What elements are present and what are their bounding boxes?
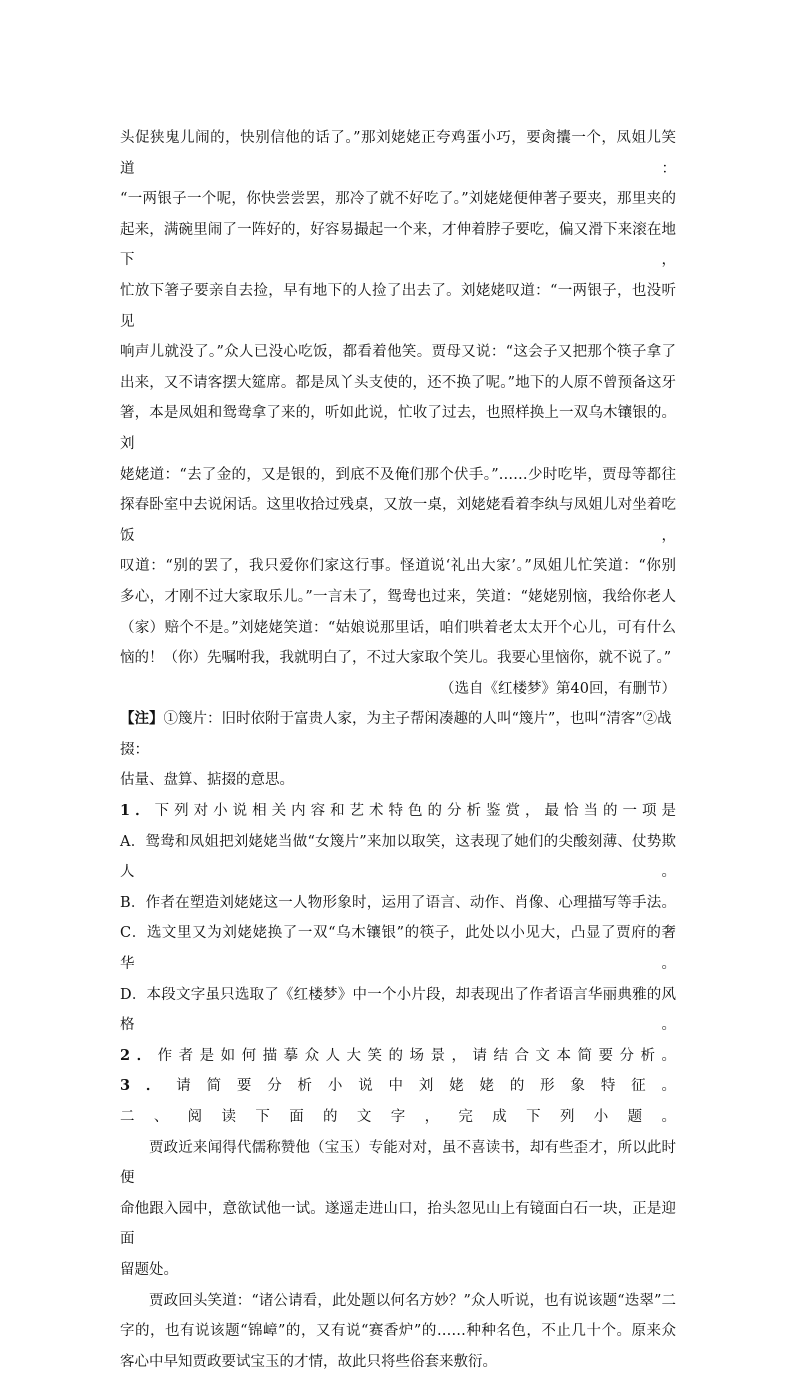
option-text: C．选文里又为刘姥姥换了一双“乌木镶银”的筷子，此处以小见大，凸显了贾府的奢华。 xyxy=(120,925,676,973)
passage-line: （家）赔个不是。”刘姥姥笑道：“姑娘说那里话，咱们哄着老太太开个心儿，可有什么 xyxy=(120,619,676,636)
passage-line: “一两银子一个呢，你快尝尝罢，那冷了就不好吃了。”刘姥姥便伸著子要夹，那里夹的 xyxy=(120,191,676,208)
annotation-note xyxy=(120,704,676,796)
document-content xyxy=(120,123,676,1377)
passage-line: 姥姥道：“去了金的，又是银的，到底不及俺们那个伏手。”……少时吃毕，贾母等都往 xyxy=(120,466,676,483)
passage-line: 起来，满碗里闹了一阵好的，好容易撮起一个来，才伸着脖子要吃，偏又滑下来滚在地下， xyxy=(120,221,676,269)
question-item xyxy=(120,796,676,827)
question-number: 1． xyxy=(120,802,155,820)
option-b xyxy=(120,888,676,919)
question-item xyxy=(120,1041,676,1072)
section-heading: 二、阅读下面的文字，完成下列小题。 xyxy=(120,1109,676,1125)
passage-line: 箸，本是凤姐和鸳鸯拿了来的，听如此说，忙收了过去，也照样换上一双乌木镶银的。刘 xyxy=(120,405,676,452)
option-d xyxy=(120,980,676,1041)
passage-line: 客心中早知贾政要试宝玉的才情，故此只将些俗套来敷衍。 xyxy=(120,1353,497,1370)
passage-line: 命他跟入园中，意欲试他一试。遂遥走进山口，抬头忽见山上有镜面白石一块，正是迎面 xyxy=(120,1200,676,1248)
question-number: 3． xyxy=(120,1077,177,1095)
question-item xyxy=(120,1071,676,1102)
question-list xyxy=(120,796,676,1102)
option-c xyxy=(120,918,676,979)
option-text: D．本段文字虽只选取了《红楼梦》中一个小片段，却表现出了作者语言华丽典雅的风格。 xyxy=(120,986,676,1034)
question-number: 2． xyxy=(120,1046,158,1064)
passage-line: 探春卧室中去说闲话。这里收拾过残桌，又放一桌，刘姥姥看着李纨与凤姐儿对坐着吃饭， xyxy=(120,497,676,544)
passage-line: 贾政近来闻得代儒称赞他（宝玉）专能对对，虽不喜读书，却有些歪才，所以此时便 xyxy=(120,1139,676,1187)
option-text: B．作者在塑造刘姥姥这一人物形象时，运用了语言、动作、肖像、心理描写等手法。 xyxy=(120,894,676,911)
question-text: 作者是如何描摹众人大笑的场景，请结合文本简要分析。 xyxy=(157,1047,677,1064)
passage-line: 留题处。 xyxy=(120,1261,178,1278)
option-text: A．鸳鸯和凤姐把刘姥姥当做“女篾片”来加以取笑，这表现了她们的尖酸刻薄、仗势欺人。 xyxy=(120,833,676,881)
passage-two xyxy=(120,1133,676,1377)
passage-line: 多心，才刚不过大家取乐儿。”一言未了，鸳鸯也过来，笑道：“姥姥别恼，我给你老人 xyxy=(120,588,676,605)
note-tag: 【注】 xyxy=(120,710,164,728)
option-a xyxy=(120,827,676,888)
passage-source: （选自《红楼梦》第40回，有删节） xyxy=(440,680,676,697)
note-text-continued: 估量、盘算、掂掇的意思。 xyxy=(120,772,294,789)
passage-one xyxy=(120,123,676,704)
question-text: 请简要分析小说中刘姥姥的形象特征。 xyxy=(176,1078,676,1095)
passage-line: 响声儿就没了。”众人已没心吃饭，都看着他笑。贾母又说：“这会子又把那个筷子拿了 xyxy=(120,344,676,361)
passage-line: 忙放下箸子要亲自去捡，早有地下的人捡了出去了。刘姥姥叹道：“一两银子，也没听见 xyxy=(120,282,676,330)
passage-line: 叹道：“别的罢了，我只爱你们家这行事。怪道说‘礼出大家’。”凤姐儿忙笑道：“你别 xyxy=(120,558,676,575)
passage-line: 恼的！（你）先嘱咐我，我就明白了，不过大家取个笑儿。我要心里恼你，就不说了。” xyxy=(120,650,672,667)
passage-line: 出来，又不请客摆大筵席。都是凤丫头支使的，还不换了呢。”地下的人原不曾预备这牙 xyxy=(120,374,676,391)
passage-line: 贾政回头笑道：“诸公请看，此处题以何名方妙？”众人听说，也有说该题“迭翠”二 xyxy=(149,1292,676,1309)
note-text: ①篾片：旧时依附于富贵人家，为主子帮闲凑趣的人叫“篾片”，也叫“清客”②战掇： xyxy=(120,711,672,758)
passage-line: 字的，也有说该题“锦嶂”的，又有说“赛香炉”的……种种名色，不止几十个。原来众 xyxy=(120,1323,676,1340)
question-text: 下列对小说相关内容和艺术特色的分析鉴赏，最恰当的一项是 xyxy=(154,803,677,820)
passage-line: 头促狭鬼儿闹的，快别信他的话了。”那刘姥姥正夸鸡蛋小巧，要肏攮一个，凤姐儿笑道： xyxy=(120,130,676,177)
